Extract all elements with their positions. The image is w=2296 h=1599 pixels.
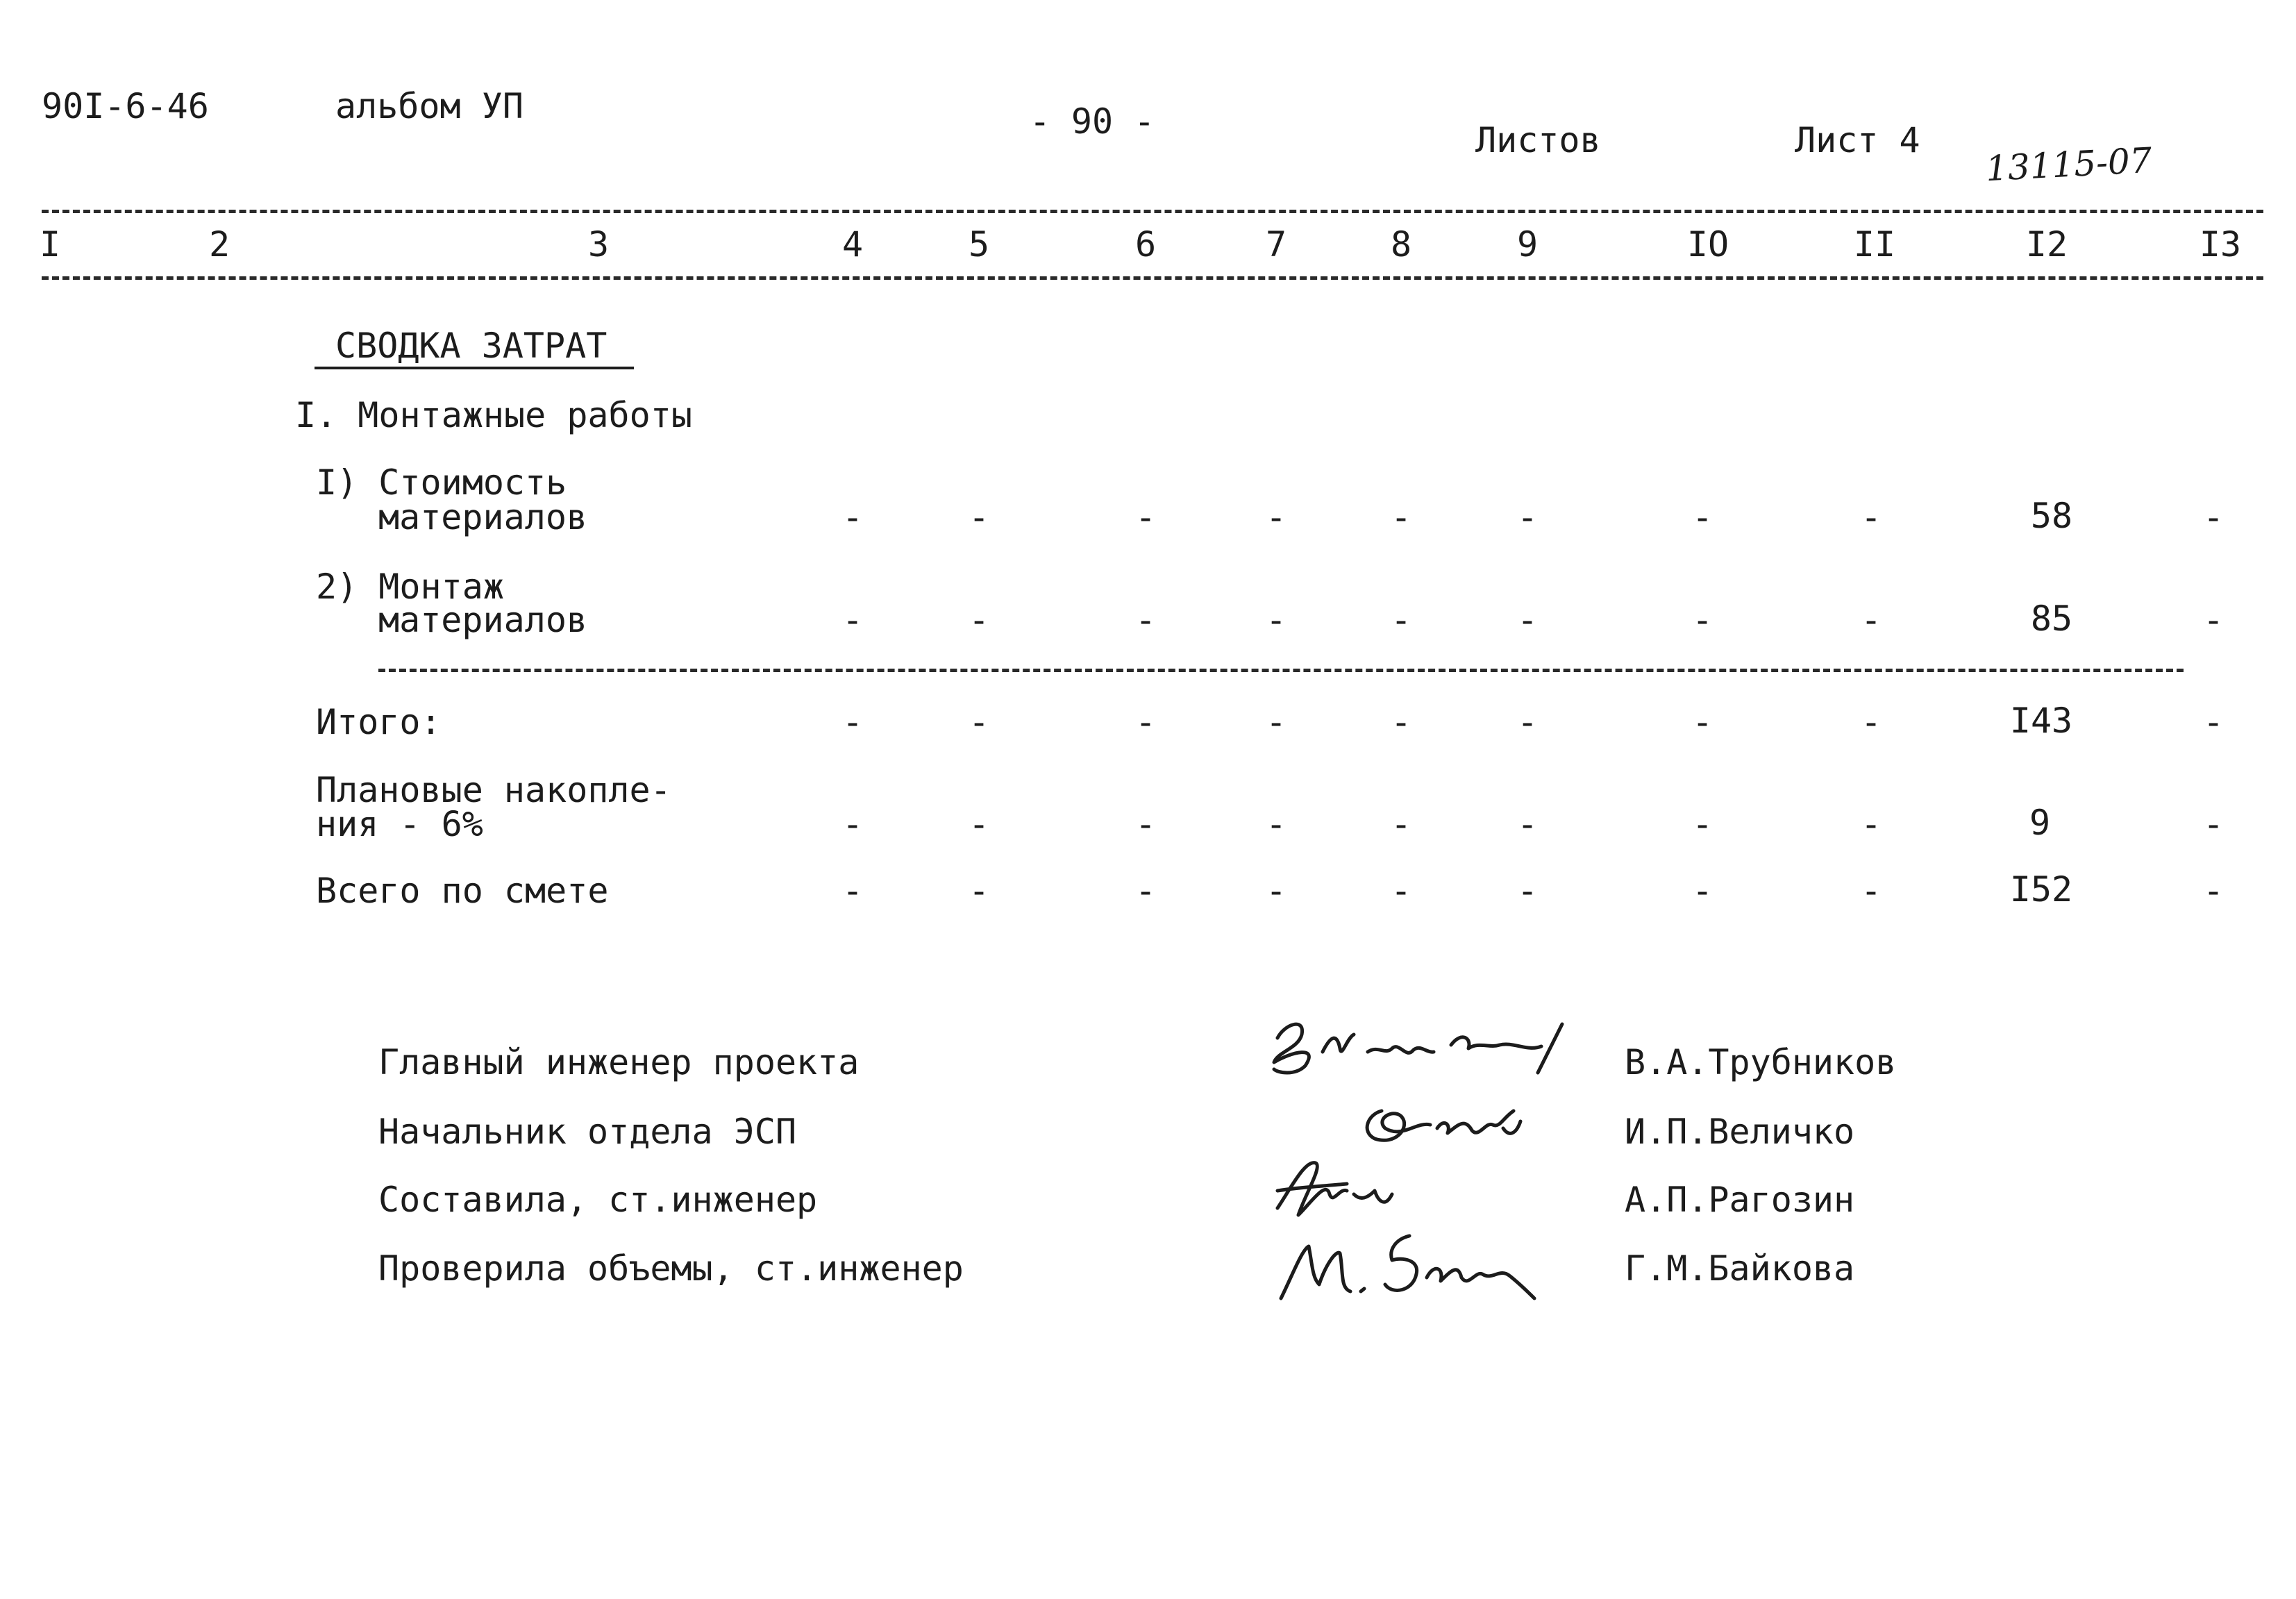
signature-velichko [1354,1090,1548,1153]
cell-dash: - [1134,497,1157,537]
sheet-label: Лист 4 [1795,120,1920,160]
handwritten-number: 13115-07 [1984,140,2153,190]
signer-role: Главный инженер проекта [378,1042,860,1082]
cell-dash: - [1691,871,1713,911]
cell-dash: - [1516,804,1539,844]
cell-dash: - [968,497,990,537]
cell-dash: - [1691,804,1713,844]
cell-dash: - [841,702,864,742]
page-number: - 90 - [1029,101,1155,142]
cell-dash: - [1265,702,1287,742]
column-number: I3 [2199,224,2242,265]
cell-dash: - [1860,702,1882,742]
cell-dash: - [1516,497,1539,537]
cell-dash: - [1860,871,1882,911]
column-number: 6 [1134,224,1157,265]
cell-dash: - [1390,804,1412,844]
cell-dash: - [1516,702,1539,742]
cell-dash: - [2202,804,2224,844]
album-label: альбом УП [335,86,523,126]
cell-dash: - [841,871,864,911]
row-label: Плановые накопле- [316,770,671,810]
row-label: Итого: [316,702,442,742]
row-label-cont: материалов [378,600,588,640]
cell-dash: - [841,497,864,537]
column-number: 8 [1390,224,1412,265]
title-underline [315,367,634,369]
signature-trubnikov [1264,1010,1639,1087]
cost-value: 9 [2029,803,2051,843]
signature-ragozin [1264,1153,1423,1229]
table-title: СВОДКА ЗАТРАТ [335,326,607,366]
signer-role: Начальник отдела ЭСП [378,1112,797,1152]
header-top-rule [42,210,2263,213]
cell-dash: - [1265,871,1287,911]
cell-dash: - [2202,871,2224,911]
column-number: 7 [1265,224,1287,265]
cell-dash: - [1860,600,1882,640]
cell-dash: - [1516,871,1539,911]
cost-value: 58 [2030,496,2073,536]
column-number: I2 [2025,224,2068,265]
signer-name: А.П.Рагозин [1625,1180,1855,1220]
cell-dash: - [1390,600,1412,640]
column-number: IO [1686,224,1729,265]
cell-dash: - [1691,702,1713,742]
document-code: 90I-6-46 [42,86,209,126]
column-number: II [1853,224,1896,265]
signer-role: Составила, ст.инженер [378,1180,818,1220]
signature-baykova [1271,1222,1576,1312]
cell-dash: - [2202,702,2224,742]
cell-dash: - [1516,600,1539,640]
column-number: 9 [1516,224,1539,265]
header-bottom-rule [42,276,2263,280]
row-label-cont: ния - 6% [316,804,483,844]
cell-dash: - [1860,804,1882,844]
section-heading: I. Монтажные работы [295,395,692,435]
cell-dash: - [2202,497,2224,537]
column-number: 3 [587,224,610,265]
cell-dash: - [1691,600,1713,640]
cell-dash: - [1265,497,1287,537]
cell-dash: - [841,804,864,844]
cell-dash: - [968,804,990,844]
cell-dash: - [1265,600,1287,640]
row-label: 2) Монтаж [316,567,504,607]
cell-dash: - [1390,871,1412,911]
cell-dash: - [841,600,864,640]
column-number: 5 [968,224,990,265]
signer-name: В.А.Трубников [1625,1042,1897,1082]
column-number: 2 [208,224,231,265]
cell-dash: - [1390,702,1412,742]
cell-dash: - [968,702,990,742]
column-number: 4 [841,224,864,265]
subtotal-rule [378,669,2184,672]
cell-dash: - [1390,497,1412,537]
cell-dash: - [968,600,990,640]
row-label: Всего по смете [316,871,609,911]
signer-role: Проверила объемы, ст.инженер [378,1248,964,1289]
cell-dash: - [968,871,990,911]
signer-name: Г.М.Байкова [1625,1248,1855,1289]
cost-value: 85 [2030,598,2073,639]
sheets-label: Листов [1475,120,1601,160]
cell-dash: - [1691,497,1713,537]
signer-name: И.П.Величко [1625,1112,1855,1152]
cost-value: I52 [2009,869,2073,910]
row-label: I) Стоимость [316,462,567,503]
cell-dash: - [1134,702,1157,742]
cell-dash: - [1860,497,1882,537]
cell-dash: - [1134,804,1157,844]
cell-dash: - [1134,871,1157,911]
cost-value: I43 [2009,701,2073,741]
column-number: I [39,224,61,265]
row-label-cont: материалов [378,497,588,537]
cell-dash: - [1265,804,1287,844]
cell-dash: - [2202,600,2224,640]
cell-dash: - [1134,600,1157,640]
